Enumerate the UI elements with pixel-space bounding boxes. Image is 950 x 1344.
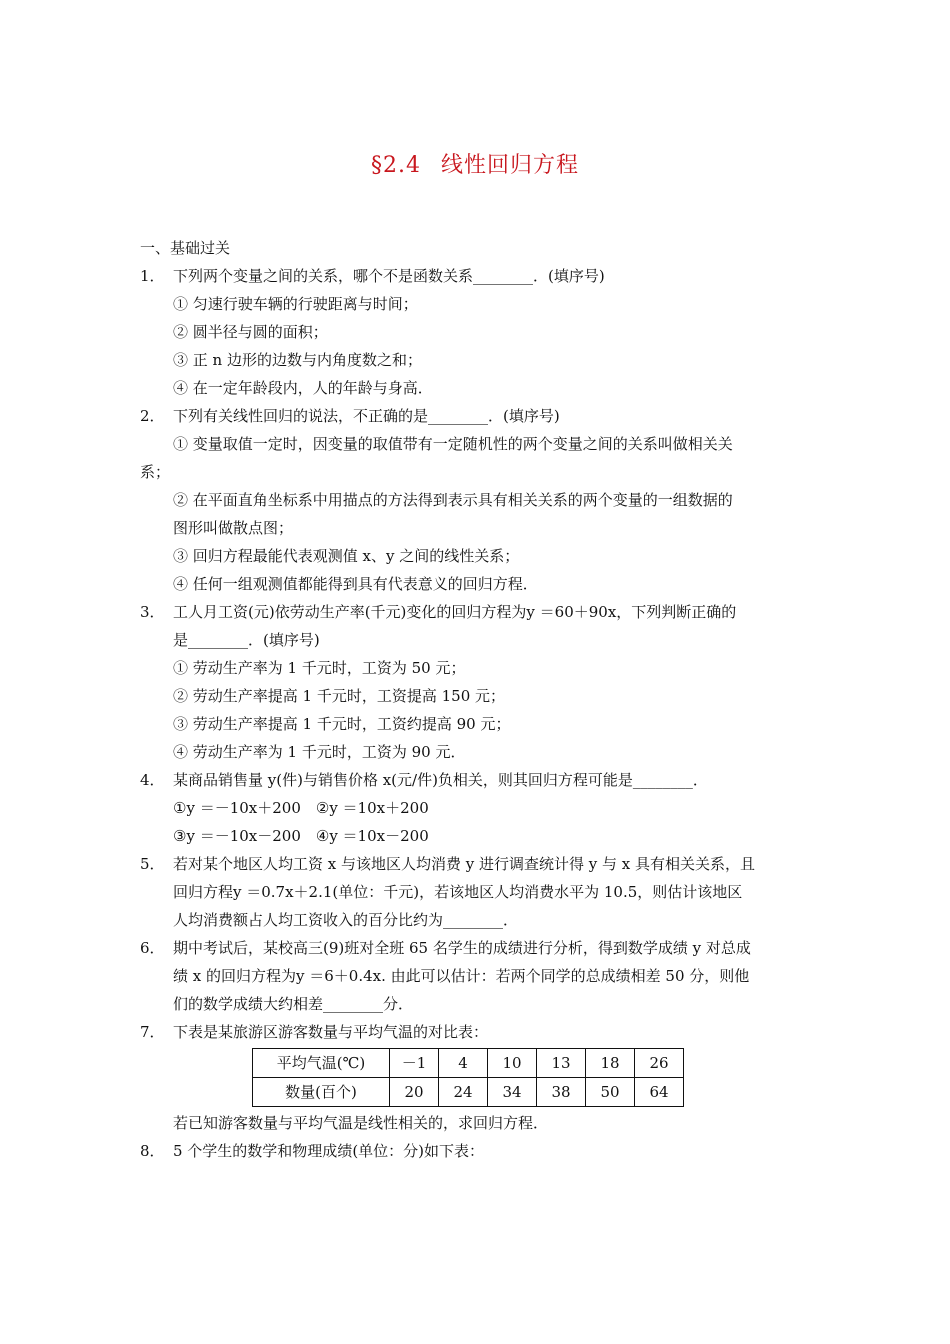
table-cell: 10 xyxy=(488,1049,537,1078)
question-stem: 期中考试后，某校高三(9)班对全班 65 名学生的成绩进行分析，得到数学成绩 y 对总成 xyxy=(173,939,751,957)
table-cell: 64 xyxy=(635,1078,684,1107)
question-stem-continuation: 们的数学成绩大约相差________分． xyxy=(173,995,414,1013)
table-cell: 20 xyxy=(390,1078,439,1107)
option: ④ 劳动生产率为 1 千元时，工资为 90 元． xyxy=(173,743,466,761)
option: ④ 在一定年龄段内，人的年龄与身高． xyxy=(173,379,433,397)
option: ① 劳动生产率为 1 千元时，工资为 50 元； xyxy=(173,659,466,677)
question-number: 8． xyxy=(140,1142,165,1160)
question-7 xyxy=(140,1018,810,1046)
section-number: §2.4 xyxy=(370,153,421,178)
question-number: 5． xyxy=(140,855,165,873)
table-cell: 50 xyxy=(586,1078,635,1107)
option: ③ 劳动生产率提高 1 千元时，工资约提高 90 元； xyxy=(173,715,511,733)
question-stem: 若对某个地区人均工资 x 与该地区人均消费 y 进行调查统计得 y 与 x 具有相关关系，且 xyxy=(173,855,756,873)
data-table xyxy=(252,1048,684,1107)
table-cell: －1 xyxy=(390,1049,439,1078)
section-title: 线性回归方程 xyxy=(440,153,579,178)
question-number: 4． xyxy=(140,771,165,789)
option-continuation: 系； xyxy=(140,463,171,481)
table-header-cell: 平均气温(℃) xyxy=(253,1049,390,1078)
question-number: 7． xyxy=(140,1023,165,1041)
option: ② 在平面直角坐标系中用描点的方法得到表示具有相关关系的两个变量的一组数据的 xyxy=(173,491,733,509)
question-8 xyxy=(140,1137,810,1165)
option: ④ 任何一组观测值都能得到具有代表意义的回归方程． xyxy=(173,575,538,593)
option-row: ①y ＝－10x＋200 ②y ＝10x＋200 xyxy=(173,799,429,817)
option: ③ 正 n 边形的边数与内角度数之和； xyxy=(173,351,422,369)
question-number: 3． xyxy=(140,603,165,621)
question-number: 1． xyxy=(140,267,165,285)
table-cell: 26 xyxy=(635,1049,684,1078)
question-stem: 5 个学生的数学和物理成绩(单位：分)如下表： xyxy=(173,1142,485,1160)
question-stem-continuation: 绩 x 的回归方程为y ＝6＋0.4x. 由此可以估计：若两个同学的总成绩相差 50 分，则他 xyxy=(173,967,750,985)
option: ① 匀速行驶车辆的行驶距离与时间； xyxy=(173,295,418,313)
question-5 xyxy=(140,850,810,878)
table-cell: 4 xyxy=(439,1049,488,1078)
question-1 xyxy=(140,262,810,290)
table-cell: 18 xyxy=(586,1049,635,1078)
option: ③ 回归方程最能代表观测值 x、y 之间的线性关系； xyxy=(173,547,520,565)
question-stem: 某商品销售量 y(件)与销售价格 x(元/件)负相关，则其回归方程可能是________． xyxy=(173,771,708,789)
question-6 xyxy=(140,934,810,962)
option: ② 圆半径与圆的面积； xyxy=(173,323,328,341)
question-3 xyxy=(140,598,810,626)
question-stem-continuation: 人均消费额占人均工资收入的百分比约为________． xyxy=(173,911,519,929)
option-continuation: 图形叫做散点图； xyxy=(173,519,294,537)
question-stem: 工人月工资(元)依劳动生产率(千元)变化的回归方程为y ＝60＋90x，下列判断正确的 xyxy=(173,603,737,621)
table-cell: 34 xyxy=(488,1078,537,1107)
question-4 xyxy=(140,766,810,794)
table-row xyxy=(253,1078,684,1107)
question-2 xyxy=(140,402,810,430)
page-title xyxy=(0,148,950,179)
section-heading: 一、基础过关 xyxy=(140,239,231,257)
option-row: ③y ＝－10x－200 ④y ＝10x－200 xyxy=(173,827,429,845)
question-stem-continuation: 回归方程y ＝0.7x＋2.1(单位：千元)，若该地区人均消费水平为 10.5，则估计该地区 xyxy=(173,883,743,901)
table-cell: 38 xyxy=(537,1078,586,1107)
table-header-cell: 数量(百个) xyxy=(253,1078,390,1107)
question-number: 2． xyxy=(140,407,165,425)
option: ② 劳动生产率提高 1 千元时，工资提高 150 元； xyxy=(173,687,506,705)
option: ① 变量取值一定时，因变量的取值带有一定随机性的两个变量之间的关系叫做相关关 xyxy=(173,435,733,453)
question-stem: 下表是某旅游区游客数量与平均气温的对比表： xyxy=(173,1023,489,1041)
question-stem: 下列有关线性回归的说法，不正确的是________．(填序号) xyxy=(173,407,560,425)
question-stem: 下列两个变量之间的关系，哪个不是函数关系________．(填序号) xyxy=(173,267,605,285)
question-followup: 若已知游客数量与平均气温是线性相关的，求回归方程． xyxy=(173,1114,549,1132)
table-cell: 24 xyxy=(439,1078,488,1107)
table-cell: 13 xyxy=(537,1049,586,1078)
table-row xyxy=(253,1049,684,1078)
question-stem-continuation: 是________．(填序号) xyxy=(173,631,320,649)
question-number: 6． xyxy=(140,939,165,957)
content xyxy=(140,234,810,1165)
